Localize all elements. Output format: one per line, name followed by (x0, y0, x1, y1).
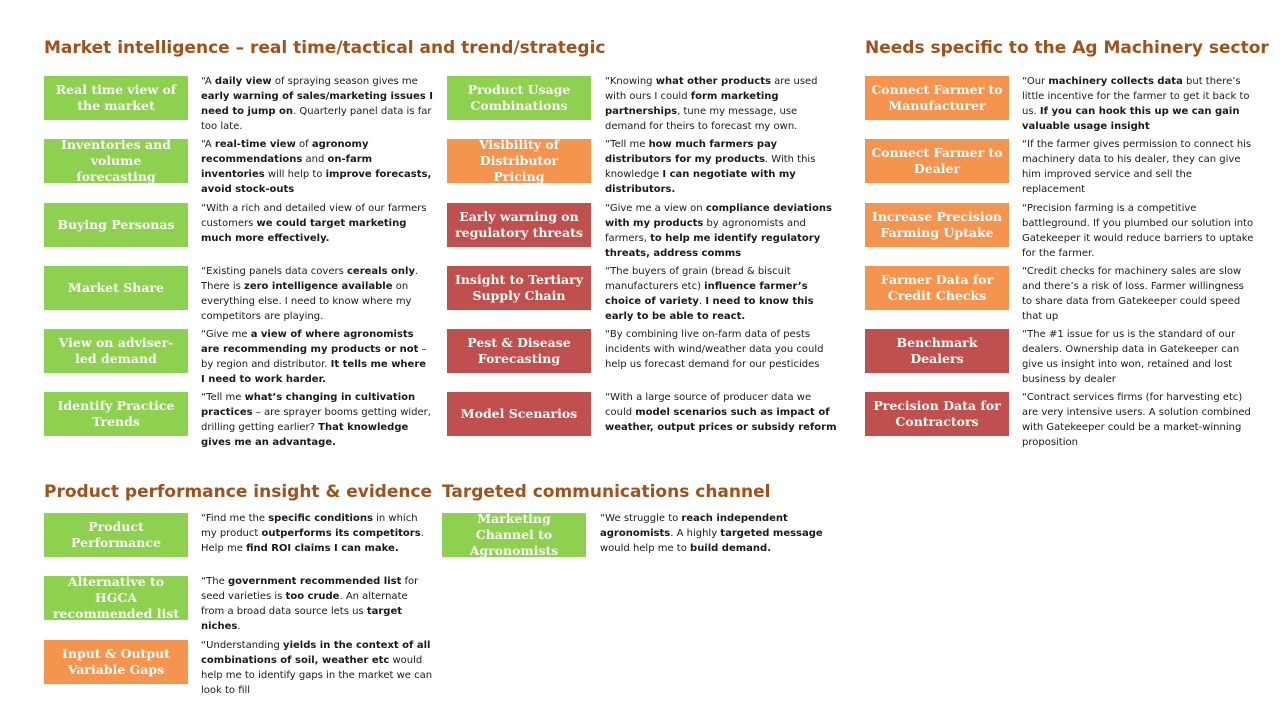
heading-targeted-communications: Targeted communications channel (442, 482, 771, 502)
label-box-identify-practice-trends: Identify Practice Trends (44, 392, 188, 436)
label-box-view-on-adviser-led-demand: View on adviser-led demand (44, 329, 188, 373)
quote-connect-farmer-to-manufacturer: “Our machinery collects data but there’s little incentive for the farmer to get it back to us. If you can hook this up we can gain valuable usage insight (1022, 76, 1250, 132)
label-box-benchmark-dealers: Benchmark Dealers (865, 329, 1009, 373)
label-box-connect-farmer-to-manufacturer: Connect Farmer to Manufacturer (865, 76, 1009, 120)
quote-pest-disease-forecasting: “By combining live on-farm data of pests incidents with wind/weather data you could help us forecast demand for our pesticides (605, 329, 824, 370)
heading-market-intelligence: Market intelligence – real time/tactical and trend/strategic (44, 38, 606, 58)
label-box-precision-data-for-contractors: Precision Data for Contractors (865, 392, 1009, 436)
quote-visibility-of-distributor-pricing: “Tell me how much farmers pay distributors for my products. With this knowledge I can negotiate with my distributors. (605, 139, 816, 195)
heading-ag-machinery: Needs specific to the Ag Machinery sector (865, 38, 1269, 58)
label-box-product-usage-combinations: Product Usage Combinations (447, 76, 591, 120)
label-box-buying-personas: Buying Personas (44, 203, 188, 247)
quote-connect-farmer-to-dealer: “If the farmer gives permission to connect his machinery data to his dealer, they can give him improved service and sell the replacement (1022, 139, 1252, 195)
label-box-insight-to-tertiary-supply-chain: Insight to Tertiary Supply Chain (447, 266, 591, 310)
quote-identify-practice-trends: “Tell me what’s changing in cultivation practices – are sprayer booms getting wider, drilling getting earlier? That knowledge gives me an advantage. (201, 392, 431, 448)
quote-marketing-channel-to-agronomists: “We struggle to reach independent agronomists. A highly targeted message would help me to build demand. (600, 513, 823, 554)
label-box-product-performance: Product Performance (44, 513, 188, 557)
label-box-real-time-view-of-the-market: Real time view of the market (44, 76, 188, 120)
label-box-input-output-variable-gaps: Input & Output Variable Gaps (44, 640, 188, 684)
quote-view-on-adviser-led-demand: “Give me a view of where agronomists are recommending my products or not – by region and distributor. It tells me where I need to work harder. (201, 329, 427, 385)
heading-product-performance: Product performance insight & evidence (44, 482, 433, 502)
label-box-marketing-channel-to-agronomists: Marketing Channel to Agronomists (442, 513, 586, 557)
label-box-connect-farmer-to-dealer: Connect Farmer to Dealer (865, 139, 1009, 183)
quote-real-time-view-of-the-market: “A daily view of spraying season gives me early warning of sales/marketing issues I need to jump on. Quarterly panel data is far too late. (201, 76, 433, 132)
quote-model-scenarios: “With a large source of producer data we could model scenarios such as impact of weather, output prices or subsidy reform (605, 392, 837, 433)
label-box-market-share: Market Share (44, 266, 188, 310)
quote-alternative-to-hgca-recommended-list: “The government recommended list for seed varieties is too crude. An alternate from a broad data source lets us target niches. (201, 576, 419, 632)
quote-product-performance: “Find me the specific conditions in which my product outperforms its competitors. Help me find ROI claims I can make. (201, 513, 424, 554)
quote-benchmark-dealers: “The #1 issue for us is the standard of our dealers. Ownership data in Gatekeeper can give us insight into won, retained and lost business by dealer (1022, 329, 1240, 385)
quote-precision-data-for-contractors: “Contract services firms (for harvesting etc) are very intensive users. A solution combined with Gatekeeper could be a market-winning proposition (1022, 392, 1251, 448)
quote-buying-personas: “With a rich and detailed view of our farmers customers we could target marketing much more effectively. (201, 203, 427, 244)
quote-market-share: “Existing panels data covers cereals only. There is zero intelligence available on everything else. I need to know where my competitors are playing. (201, 266, 419, 322)
label-box-visibility-of-distributor-pricing: Visibility of Distributor Pricing (447, 139, 591, 183)
label-box-alternative-to-hgca-recommended-list: Alternative to HGCA recommended list (44, 576, 188, 620)
label-box-pest-disease-forecasting: Pest & Disease Forecasting (447, 329, 591, 373)
label-box-increase-precision-farming-uptake: Increase Precision Farming Uptake (865, 203, 1009, 247)
quote-input-output-variable-gaps: “Understanding yields in the context of all combinations of soil, weather etc would help me to identify gaps in the market we can look to fill (201, 640, 433, 696)
quote-insight-to-tertiary-supply-chain: “The buyers of grain (bread & biscuit manufacturers etc) influence farmer’s choice of variety. I need to know this early to be able to react. (605, 266, 814, 322)
quote-increase-precision-farming-uptake: “Precision farming is a competitive battleground. If you plumbed our solution into Gatekeeper it would reduce barriers to uptake for the farmer. (1022, 203, 1254, 259)
label-box-model-scenarios: Model Scenarios (447, 392, 591, 436)
label-box-early-warning-on-regulatory-threats: Early warning on regulatory threats (447, 203, 591, 247)
quote-product-usage-combinations: “Knowing what other products are used with ours I could form marketing partnerships, tune my message, use demand for theirs to forecast my own. (605, 76, 818, 132)
quote-farmer-data-for-credit-checks: “Credit checks for machinery sales are slow and there’s a risk of loss. Farmer willingness to share data from Gatekeeper could speed that up (1022, 266, 1244, 322)
label-box-farmer-data-for-credit-checks: Farmer Data for Credit Checks (865, 266, 1009, 310)
label-box-inventories-and-volume-forecasting: Inventories and volume forecasting (44, 139, 188, 183)
quote-early-warning-on-regulatory-threats: “Give me a view on compliance deviations with my products by agronomists and farmers, to help me identify regulatory threats, address comms (605, 203, 832, 259)
quote-inventories-and-volume-forecasting: “A real-time view of agronomy recommendations and on-farm inventories will help to improve forecasts, avoid stock-outs (201, 139, 432, 195)
